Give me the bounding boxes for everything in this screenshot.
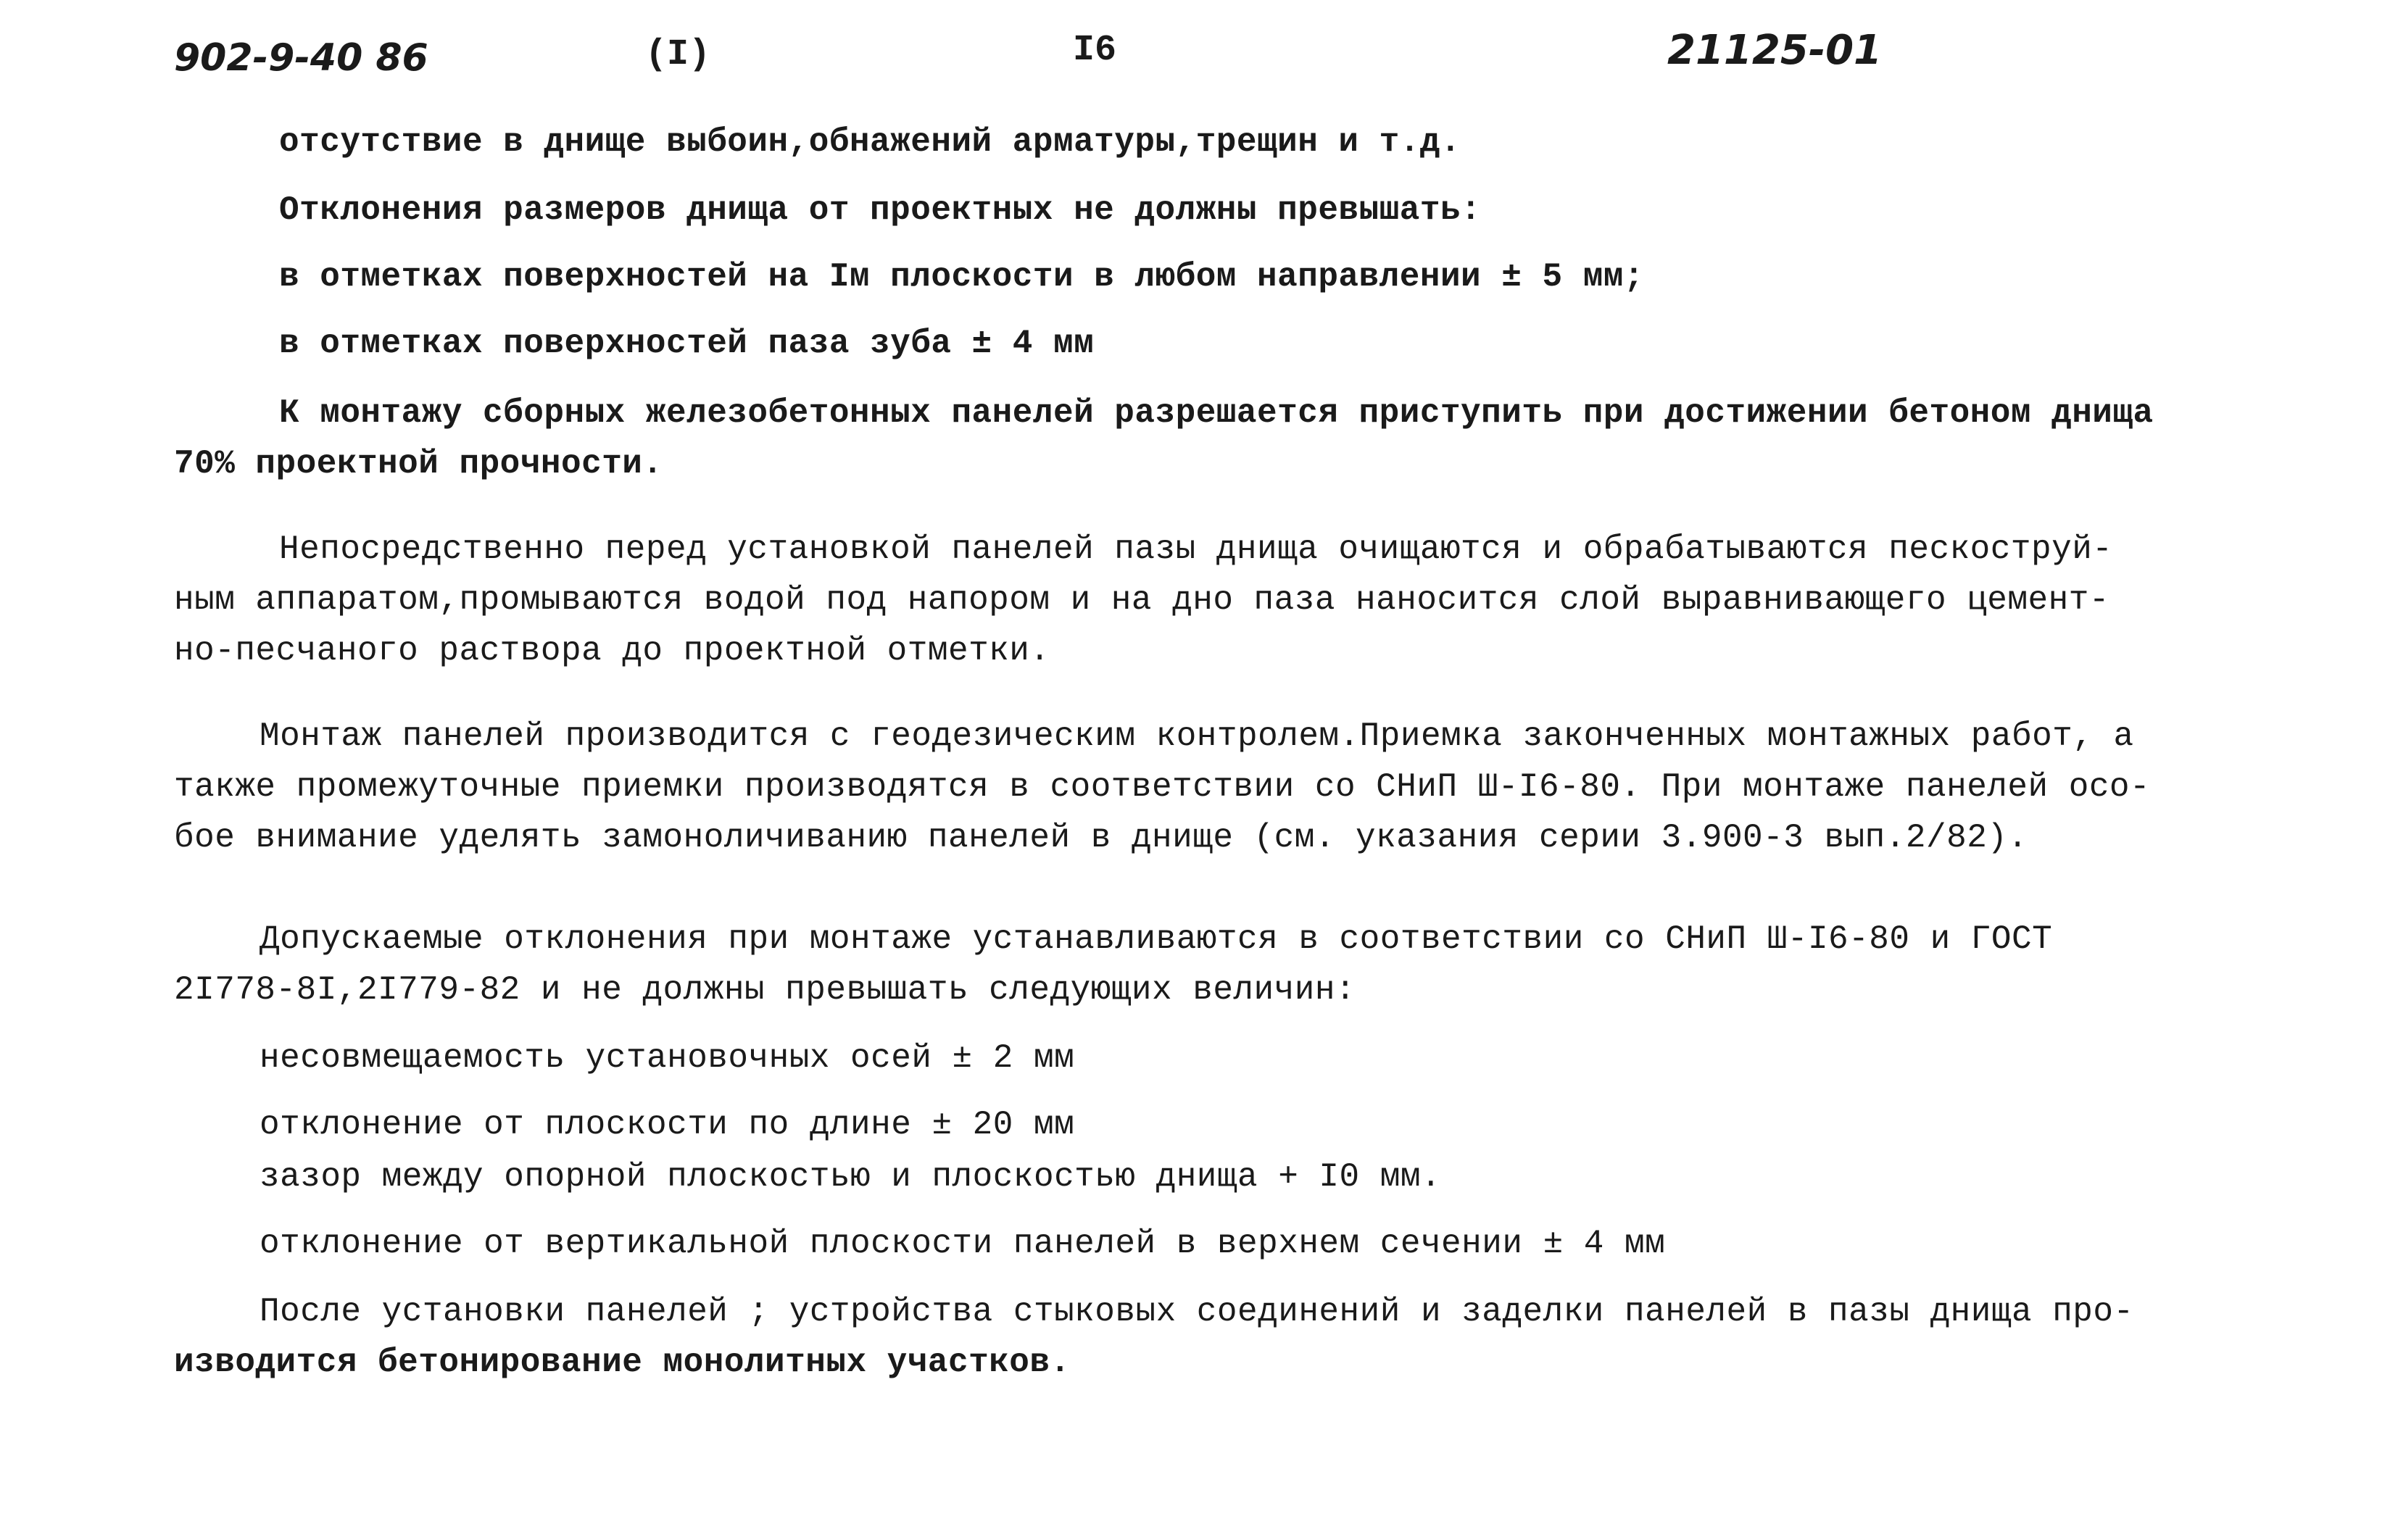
text-line: несовмещаемость установочных осей ± 2 мм <box>260 1039 1075 1077</box>
text-line: ным аппаратом,промываются водой под напором и на дно паза наносится слой выравнивающего цемент- <box>174 581 2109 619</box>
text-line: бое внимание уделять замоноличиванию панелей в днище (см. указания серии 3.900-3 вып.2/82). <box>174 819 2028 857</box>
text-line: После установки панелей ; устройства стыковых соединений и заделки панелей в пазы днища про- <box>260 1293 2134 1331</box>
document-code: 902-9-40 86 <box>174 36 428 80</box>
part-number: (I) <box>645 34 711 75</box>
text-line: отклонение от вертикальной плоскости панелей в верхнем сечении ± 4 мм <box>260 1225 1666 1262</box>
text-line: в отметках поверхностей на Iм плоскости в любом направлении ± 5 мм; <box>279 258 1645 296</box>
text-line: 70% проектной прочности. <box>174 445 663 483</box>
page-number: I6 <box>1073 30 1117 71</box>
text-line: Допускаемые отклонения при монтаже устанавливаются в соответствии со СНиП Ш-I6-80 и ГОСТ <box>260 920 2053 958</box>
text-line: Отклонения размеров днища от проектных не должны превышать: <box>279 191 1482 229</box>
text-line: зазор между опорной плоскостью и плоскостью днища + I0 мм. <box>260 1158 1442 1196</box>
page-header <box>0 29 2398 87</box>
text-line: Монтаж панелей производится с геодезическим контролем.Приемка законченных монтажных работ, а <box>260 717 2134 755</box>
text-line: Непосредственно перед установкой панелей пазы днища очищаются и обрабатываются пескоструй- <box>279 530 2113 568</box>
text-line: также промежуточные приемки производятся в соответствии со СНиП Ш-I6-80. При монтаже панелей осо- <box>174 768 2151 806</box>
archive-number: 21125-01 <box>1667 27 1882 74</box>
text-line: изводится бетонирование монолитных участков. <box>174 1344 1071 1381</box>
text-line: 2I778-8I,2I779-82 и не должны превышать следующих величин: <box>174 971 1356 1009</box>
text-line: отклонение от плоскости по длине ± 20 мм <box>260 1106 1075 1144</box>
text-line: К монтажу сборных железобетонных панелей разрешается приступить при достижении бетоном днища <box>279 394 2154 432</box>
text-line: отсутствие в днище выбоин,обнажений арматуры,трещин и т.д. <box>279 123 1461 161</box>
text-line: в отметках поверхностей паза зуба ± 4 мм <box>279 325 1095 362</box>
text-line: но-песчаного раствора до проектной отметки. <box>174 632 1050 670</box>
